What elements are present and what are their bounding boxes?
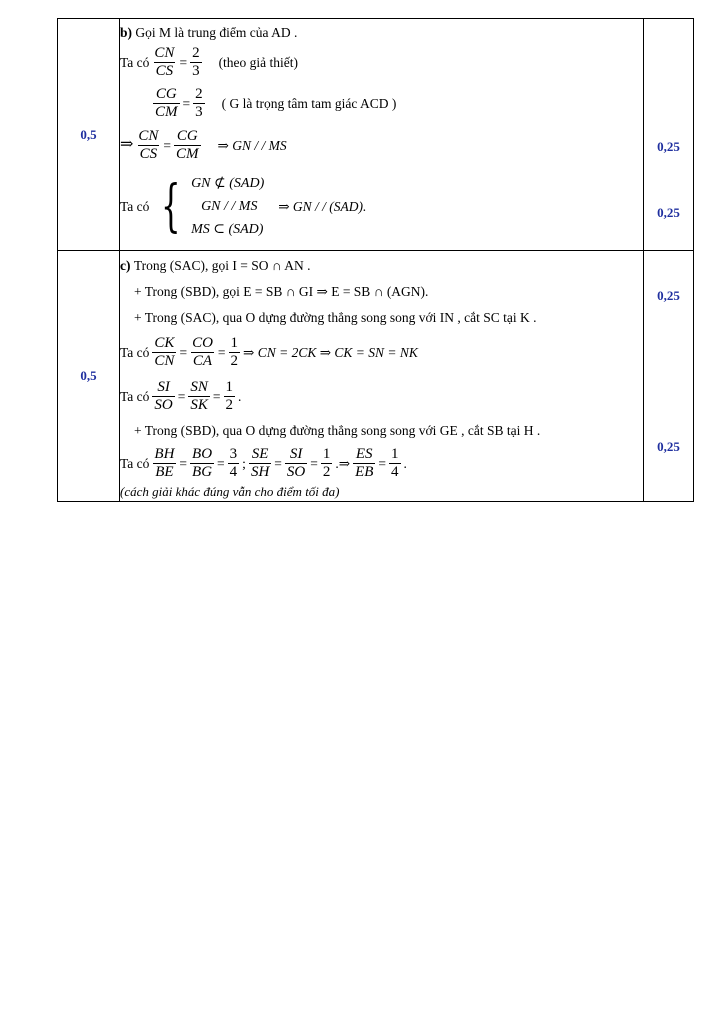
fraction: $\frac{CN}{CS}$ <box>138 127 159 162</box>
text-line: (theo giả thiết) <box>218 54 299 70</box>
fraction: $\frac{1}{2}$ <box>230 335 239 370</box>
fraction: $\frac{BH}{BE}$ <box>154 446 175 481</box>
system-line: GN ⊄ (SAD) <box>191 175 265 191</box>
fraction: $\frac{ES}{EB}$ <box>355 446 374 481</box>
fraction: $\frac{SI}{SO}$ <box>286 446 306 481</box>
text-line: ⇒ GN / / (SAD). <box>278 198 367 214</box>
text-line: ⇒ CN = 2CK ⇒ CK = SN = NK <box>243 345 418 361</box>
fraction: $\frac{SN}{SK}$ <box>190 379 208 414</box>
points-value: 0,25 <box>657 288 680 303</box>
text-line: Ta có <box>120 456 150 472</box>
fraction: $\frac{BO}{BG}$ <box>192 446 213 481</box>
text-line: ( G là trọng tâm tam giác ACD ) <box>221 95 397 111</box>
equation-system <box>153 172 264 241</box>
points-value: 0,25 <box>657 205 680 220</box>
system-line: GN / / MS <box>201 198 258 214</box>
solution-cell-c: c) Trong (SAC), gọi I = SO ∩ AN . + Trong (SBD), gọi E = SB ∩ GI ⇒ E = SB ∩ (AGN). + Trong (SAC), qua O dựng đường thẳng song song với IN , cắt SC tại K . Ta có $\frac{CK}{CN}$ = $\frac{CO}{CA}$ = $\frac{1}{2}$ ⇒ CN = 2CK ⇒ CK = SN = NK Ta có $\frac{SI}{SO}$ = $\frac{SN}{SK}$ = $\frac{1}{2}$ . + Trong (SBD), qua O dựng đường thẳng song song với GE , cắt SB tại H . Ta có $\frac{BH}{BE}$ = $\frac{BO}{BG}$ = $\frac{3}{4}$ ; $\frac{SE}{SH}$ = $\frac{SI}{SO}$ = $\frac{1}{2}$ .⇒ $\frac{ES}{EB}$ = $\frac{1}{4}$ . (cách giải khác đúng vẫn cho điểm tối đa) <box>120 251 644 502</box>
fraction: $\frac{CK}{CN}$ <box>154 335 175 370</box>
implies-symbol: ⇒ <box>120 136 134 154</box>
fraction: $\frac{1}{2}$ <box>225 379 234 414</box>
grading-table <box>57 18 694 502</box>
answer-sheet <box>57 18 693 502</box>
footnote: (cách giải khác đúng vẫn cho điểm tối đa) <box>120 483 340 499</box>
points-value: 0,25 <box>657 439 680 454</box>
score-cell: 0,5 <box>58 19 120 251</box>
text-line: Ta có <box>120 389 150 405</box>
fraction: $\frac{3}{4}$ <box>229 446 238 481</box>
fraction: $\frac{2}{3}$ <box>192 44 200 79</box>
points-value: 0,25 <box>657 139 680 154</box>
table-row <box>58 251 694 502</box>
text-line: Ta có <box>120 198 150 214</box>
text-line: Ta có <box>120 54 150 70</box>
system-line: MS ⊂ (SAD) <box>191 222 264 238</box>
solution-cell-b: b) Gọi M là trung điểm của AD . Ta có $\frac{CN}{CS}$ = $\frac{2}{3}$ (theo giả thiết) $\frac{CG}{CM}$ = $\frac{2}{3}$ ( G là trọng tâm tam giác ACD ) ⇒ $\frac{CN}{CS}$ = $\frac{CG}{CM}$ ⇒ GN / / MS Ta có { GN ⊄ (SAD) GN / / MS MS ⊂ (SAD) ⇒ GN / / (SAD). <box>120 19 644 251</box>
text-line: + Trong (SAC), qua O dựng đường thẳng song song với IN , cắt SC tại K . <box>134 310 537 326</box>
text-line: ⇒ GN / / MS <box>217 137 287 153</box>
table-row <box>58 19 694 251</box>
text-line: Gọi M là trung điểm của AD . <box>135 24 298 40</box>
text-line: + Trong (SBD), qua O dựng đường thẳng song song với GE , cắt SB tại H . <box>134 423 541 439</box>
points-cell <box>644 251 694 502</box>
fraction: $\frac{CG}{CM}$ <box>176 127 199 162</box>
fraction: $\frac{CO}{CA}$ <box>192 335 213 370</box>
fraction: $\frac{1}{4}$ <box>391 446 399 481</box>
text-line: + Trong (SBD), gọi E = SB ∩ GI ⇒ E = SB ∩ (AGN). <box>134 284 429 300</box>
part-label: c) <box>120 258 131 274</box>
brace-icon: { <box>161 173 182 239</box>
part-label: b) <box>120 24 133 40</box>
fraction: $\frac{CN}{CS}$ <box>154 44 175 79</box>
fraction: $\frac{SE}{SH}$ <box>250 446 270 481</box>
score-cell: 0,5 <box>58 251 120 502</box>
fraction: $\frac{SI}{SO}$ <box>154 379 173 414</box>
fraction: $\frac{CG}{CM}$ <box>155 85 178 120</box>
points-cell <box>644 19 694 251</box>
text-line: Trong (SAC), gọi I = SO ∩ AN . <box>133 258 311 274</box>
fraction: $\frac{1}{2}$ <box>322 446 331 481</box>
text-line: Ta có <box>120 345 150 361</box>
fraction: $\frac{2}{3}$ <box>195 85 203 120</box>
